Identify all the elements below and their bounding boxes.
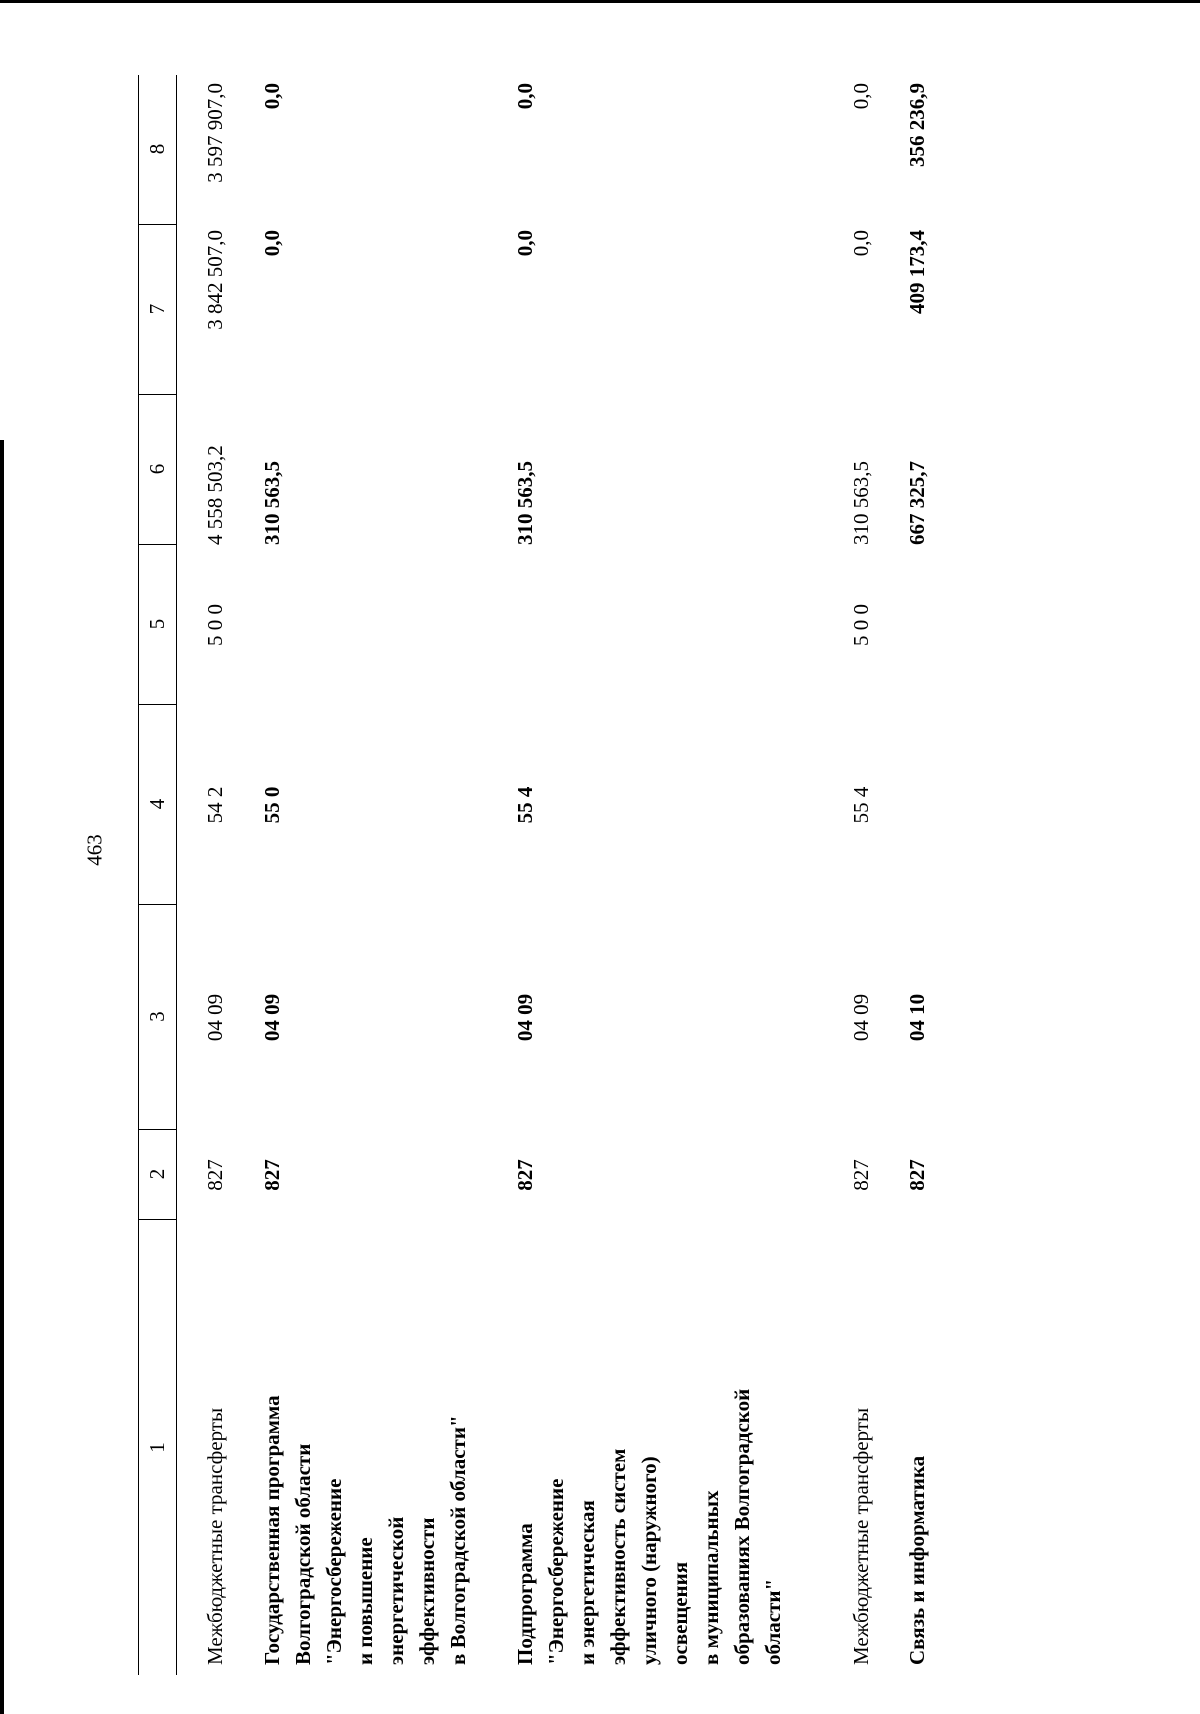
- row-name-line: в Волгоградской области": [446, 1415, 470, 1665]
- cell-section: 04 09: [849, 993, 873, 1042]
- cell-amount-col6: 667 325,7: [905, 461, 929, 545]
- cell-target: 55 0: [260, 786, 284, 824]
- cell-target: 55 4: [513, 786, 537, 824]
- header-col-8: 8: [139, 74, 176, 225]
- row-name: [200, 1225, 231, 1665]
- row-name-line: освещения: [668, 1561, 692, 1665]
- header-col-4: 4: [139, 704, 176, 905]
- row-name-line: Подпрограмма: [513, 1523, 537, 1665]
- row-name-line: и энергетическая: [575, 1500, 599, 1665]
- row-name-line: Межбюджетные трансферты: [203, 1407, 227, 1665]
- row-name-line: образованиях Волгоградской: [730, 1388, 754, 1665]
- row-name-line: "Энергосбережение: [544, 1478, 568, 1665]
- cell-amount-col6: 310 563,5: [260, 461, 284, 545]
- row-name-line: Волгоградской области: [291, 1443, 315, 1665]
- scan-border-left: [0, 440, 4, 1714]
- row-name-line: эффективности: [415, 1517, 439, 1665]
- cell-section: 04 09: [513, 993, 537, 1042]
- row-name-line: Государственная программа: [260, 1395, 284, 1665]
- row-name-line: "Энергосбережение: [322, 1478, 346, 1665]
- header-col-2: 2: [139, 1129, 176, 1220]
- row-name-line: энергетической: [384, 1516, 408, 1665]
- cell-amount-col8: 3 597 907,0: [203, 83, 227, 183]
- row-name-line: Межбюджетные трансферты: [849, 1407, 873, 1665]
- row-name: [257, 1225, 474, 1665]
- cell-amount-col6: 4 558 503,2: [203, 445, 227, 545]
- cell-amount-col7: 0,0: [513, 230, 537, 257]
- cell-amount-col6: 310 563,5: [513, 461, 537, 545]
- cell-amount-col7: 0,0: [849, 230, 873, 257]
- cell-ministry: 827: [203, 1159, 227, 1191]
- header-col-5: 5: [139, 544, 176, 705]
- cell-section: 04 10: [905, 993, 929, 1042]
- row-name: [902, 1225, 933, 1665]
- cell-target: 55 4: [849, 786, 873, 824]
- cell-amount-col7: 409 173,4: [905, 230, 929, 314]
- cell-target: 54 2: [203, 786, 227, 824]
- cell-expense-type: 5 0 0: [849, 604, 873, 646]
- row-name-line: области": [761, 1578, 785, 1665]
- row-name: [846, 1225, 877, 1665]
- cell-amount-col8: 0,0: [260, 83, 284, 110]
- cell-ministry: 827: [849, 1159, 873, 1191]
- row-name-line: эффективность систем: [606, 1448, 630, 1665]
- header-col-1: 1: [145, 1442, 169, 1453]
- cell-amount-col6: 310 563,5: [849, 461, 873, 545]
- header-col-6: 6: [139, 394, 176, 545]
- cell-amount-col7: 0,0: [260, 230, 284, 257]
- page-number-text: 463: [82, 834, 107, 866]
- cell-ministry: 827: [905, 1159, 929, 1191]
- cell-amount-col8: 0,0: [513, 83, 537, 110]
- header-col-3: 3: [139, 904, 176, 1130]
- header-col-7: 7: [139, 224, 176, 395]
- cell-amount-col8: 356 236,9: [905, 83, 929, 167]
- cell-section: 04 09: [203, 993, 227, 1042]
- row-name-line: уличного (наружного): [637, 1456, 661, 1665]
- row-name: [510, 1225, 789, 1665]
- cell-amount-col8: 0,0: [849, 83, 873, 110]
- table-header: [138, 75, 177, 1675]
- row-name-line: Связь и информатика: [905, 1455, 929, 1665]
- cell-expense-type: 5 0 0: [203, 604, 227, 646]
- cell-ministry: 827: [260, 1159, 284, 1191]
- row-name-line: в муниципальных: [699, 1490, 723, 1665]
- cell-amount-col7: 3 842 507,0: [203, 230, 227, 330]
- scan-border-top: [0, 0, 1200, 3]
- cell-ministry: 827: [513, 1159, 537, 1191]
- cell-section: 04 09: [260, 993, 284, 1042]
- rotated-budget-table: [138, 75, 1198, 1675]
- row-name-line: и повышение: [353, 1537, 377, 1665]
